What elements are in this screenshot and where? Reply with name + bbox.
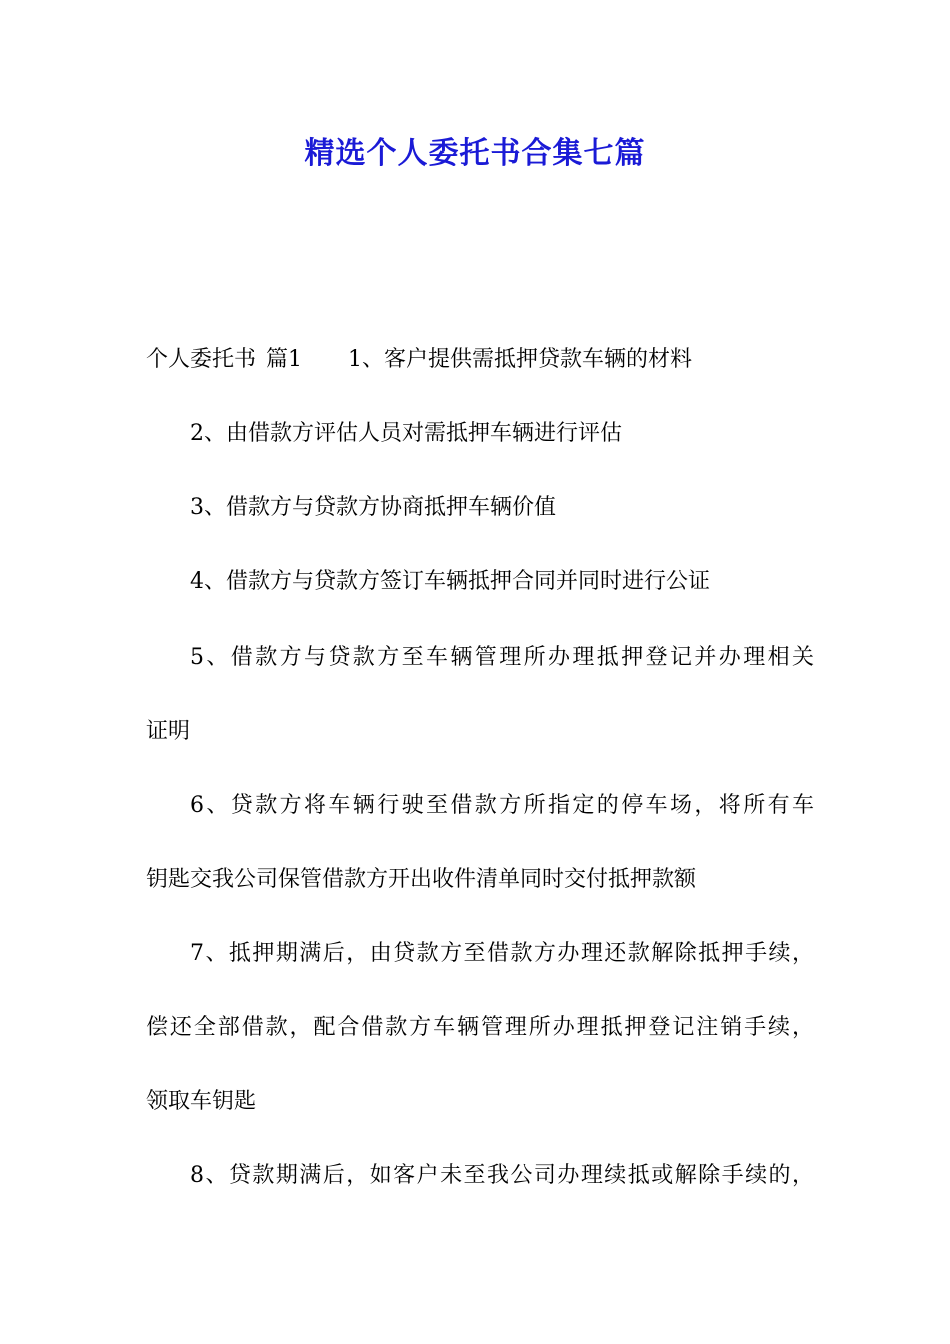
section-label: 篇1 (266, 347, 303, 372)
paragraph-line-6-cont: 钥匙交我公司保管借款方开出收件清单同时交付抵押款额 (146, 867, 697, 892)
paragraph-line-3: 3、借款方与贷款方协商抵押车辆价值 (190, 495, 556, 520)
section-heading: 个人委托书 (146, 347, 257, 372)
section-first-line (146, 344, 816, 376)
document-title: 精选个人委托书合集七篇 (304, 136, 646, 171)
paragraph-line-7-end: 领取车钥匙 (146, 1089, 257, 1114)
paragraph-line-5: 5、借款方与贷款方至车辆管理所办理抵押登记并办理相关 (190, 645, 814, 670)
paragraph-line-8: 8、贷款期满后，如客户未至我公司办理续抵或解除手续的， (190, 1163, 814, 1188)
paragraph-line-6: 6、贷款方将车辆行驶至借款方所指定的停车场，将所有车 (190, 793, 814, 818)
paragraph-line-2: 2、由借款方评估人员对需抵押车辆进行评估 (190, 421, 622, 446)
paragraph-line-5-cont: 证明 (146, 719, 191, 744)
paragraph-line-4: 4、借款方与贷款方签订车辆抵押合同并同时进行公证 (190, 569, 710, 594)
paragraph-line-7-cont: 偿还全部借款，配合借款方车辆管理所办理抵押登记注销手续， (146, 1015, 814, 1040)
paragraph-line-1: 1、客户提供需抵押贷款车辆的材料 (348, 347, 693, 372)
paragraph-line-7: 7、抵押期满后，由贷款方至借款方办理还款解除抵押手续， (190, 941, 814, 966)
